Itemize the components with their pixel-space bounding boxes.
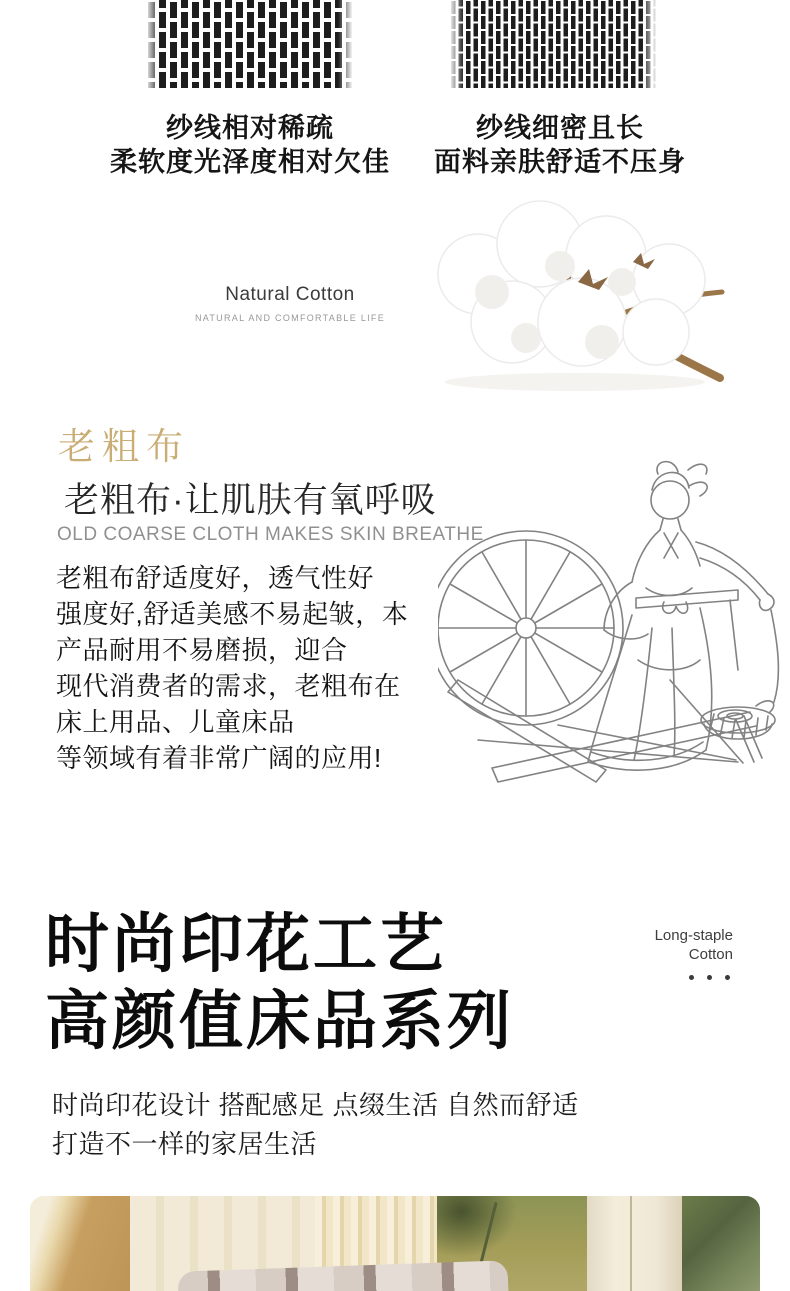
bedding-lifestyle-photo [30,1196,760,1291]
ellipsis-dots [570,975,733,980]
coarse-cloth-paragraph [56,560,408,776]
paragraph-line: 床上用品、儿童床品 [56,707,295,737]
natural-cotton-title: Natural Cotton [225,284,355,305]
heading-line: 时尚印花工艺 [45,908,447,980]
cotton-boll-image [420,196,730,396]
window-foliage [437,1196,517,1258]
armchair [30,1196,130,1291]
subtitle-line: 打造不一样的家居生活 [52,1129,318,1159]
window-frame [587,1196,682,1291]
natural-cotton-subtitle: NATURAL AND COMFORTABLE LIFE [194,313,386,323]
sparse-weave-swatch [146,0,352,88]
paragraph-line: 产品耐用不易磨损，迎合 [56,635,348,665]
coarse-cloth-heading-en: OLD COARSE CLOTH MAKES SKIN BREATHE [57,524,484,545]
print-series-subtitle [52,1086,579,1164]
paragraph-line: 强度好,舒适美感不易起皱，本 [56,599,409,629]
paragraph-line: 等领域有着非常广阔的应用! [56,743,382,773]
heading-line: 高颜值床品系列 [45,985,514,1057]
caption-line: 柔软度光泽度相对欠佳 [110,147,390,177]
dense-weave-swatch [450,0,656,88]
dense-weave-pattern [450,0,656,88]
caption-line: 纱线细密且长 [476,113,644,143]
paragraph-line: 老粗布舒适度好，透气性好 [56,563,375,593]
window-pane-foliage [682,1196,760,1291]
label-line: Long-staple [654,927,733,944]
coarse-cloth-heading: 老粗布·让肌肤有氧呼吸 [64,481,437,520]
subtitle-line: 时尚印花设计 搭配感足 点缀生活 自然而舒适 [52,1090,579,1120]
print-series-heading [45,906,514,1060]
caption-line: 纱线相对稀疏 [166,113,334,143]
dense-weave-caption [365,111,755,179]
sparse-weave-pattern [146,0,352,88]
brand-seal-logo: 老粗布 [58,425,190,468]
natural-cotton-block [175,284,405,323]
caption-line: 面料亲肤舒适不压身 [434,147,686,177]
long-staple-label [570,926,733,980]
label-line: Cotton [688,946,733,963]
paragraph-line: 现代消费者的需求，老粗布在 [56,671,401,701]
spinning-wheel-illustration [438,430,786,790]
